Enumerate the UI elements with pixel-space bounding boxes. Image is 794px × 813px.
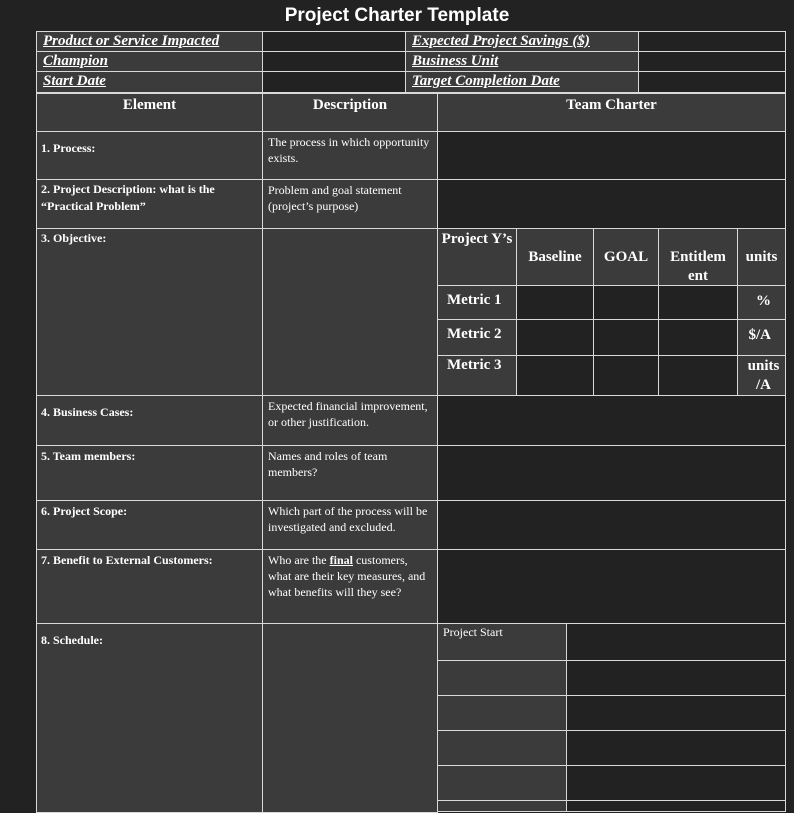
business-cases-label: 4. Business Cases: [36, 395, 263, 446]
metrics-baseline-header: Baseline [516, 228, 594, 286]
business-unit-field[interactable] [638, 51, 786, 72]
start-date-label: Start Date [36, 71, 263, 93]
metric-2-baseline-cell[interactable] [516, 319, 594, 356]
schedule-milestone-label-cell[interactable] [437, 660, 567, 696]
schedule-milestone-cell[interactable] [566, 800, 786, 812]
product-service-label: Product or Service Impacted [36, 31, 263, 52]
champion-field[interactable] [262, 51, 406, 72]
benefit-team-charter-cell[interactable] [437, 549, 786, 624]
metric-3-entitlement-cell[interactable] [658, 355, 738, 396]
product-service-field[interactable] [262, 31, 406, 52]
metric-1-unit: % [737, 285, 786, 320]
page-title: Project Charter Template [284, 5, 510, 26]
team-members-description: Names and roles of team members? [262, 445, 438, 501]
objective-description [262, 228, 438, 396]
business-cases-description: Expected financial improvement, or other justification. [262, 395, 438, 446]
metric-3-goal-cell[interactable] [593, 355, 659, 396]
benefit-external-customers-label: 7. Benefit to External Customers: [36, 549, 263, 624]
business-unit-label: Business Unit [405, 51, 639, 72]
champion-label: Champion [36, 51, 263, 72]
project-scope-description: Which part of the process will be investigated and excluded. [262, 500, 438, 550]
project-scope-label: 6. Project Scope: [36, 500, 263, 550]
start-date-field[interactable] [262, 71, 406, 93]
process-team-charter-cell[interactable] [437, 131, 786, 180]
metric-1-entitlement-cell[interactable] [658, 285, 738, 320]
metric-2-label: Metric 2 [437, 319, 517, 356]
schedule-label: 8. Schedule: [36, 623, 263, 813]
target-completion-field[interactable] [638, 71, 786, 93]
schedule-milestone-cell[interactable] [566, 730, 786, 766]
schedule-milestone-label-cell[interactable] [437, 695, 567, 731]
metrics-goal-header: GOAL [593, 228, 659, 286]
metric-3-baseline-cell[interactable] [516, 355, 594, 396]
metric-3-unit: units /A [737, 355, 786, 396]
team-members-team-charter-cell[interactable] [437, 445, 786, 501]
metric-2-goal-cell[interactable] [593, 319, 659, 356]
metric-3-label: Metric 3 [437, 355, 517, 396]
schedule-project-start-label: Project Start [437, 623, 567, 661]
schedule-milestone-cell[interactable] [566, 695, 786, 731]
expected-savings-label: Expected Project Savings ($) [405, 31, 639, 52]
business-cases-team-charter-cell[interactable] [437, 395, 786, 446]
project-description-description: Problem and goal statement (project’s purpose) [262, 179, 438, 229]
metric-2-unit: $/A [737, 319, 786, 356]
benefit-external-customers-description: Who are the final customers, what are their key measures, and what benefits will they see? [262, 549, 438, 624]
process-label: 1. Process: [36, 131, 263, 180]
project-description-team-charter-cell[interactable] [437, 179, 786, 229]
project-scope-team-charter-cell[interactable] [437, 500, 786, 550]
metrics-entitlement-header: Entitlem ent [658, 228, 738, 286]
objective-label: 3. Objective: [36, 228, 263, 396]
schedule-milestone-cell[interactable] [566, 660, 786, 696]
element-column-header: Element [36, 93, 263, 132]
description-column-header: Description [262, 93, 438, 132]
process-description: The process in which opportunity exists. [262, 131, 438, 180]
team-charter-column-header: Team Charter [437, 93, 786, 132]
metric-1-baseline-cell[interactable] [516, 285, 594, 320]
target-completion-label: Target Completion Date [405, 71, 639, 93]
schedule-milestone-label-cell[interactable] [437, 765, 567, 801]
project-description-label: 2. Project Description: what is the “Practical Problem” [36, 179, 263, 229]
schedule-milestone-label-cell[interactable] [437, 800, 567, 812]
metrics-units-header: units [737, 228, 786, 286]
expected-savings-field[interactable] [638, 31, 786, 52]
metrics-project-ys-header: Project Y’s [437, 228, 517, 286]
schedule-milestone-cell[interactable] [566, 765, 786, 801]
team-members-label: 5. Team members: [36, 445, 263, 501]
metric-1-label: Metric 1 [437, 285, 517, 320]
metric-1-goal-cell[interactable] [593, 285, 659, 320]
schedule-project-start-cell[interactable] [566, 623, 786, 661]
metric-2-entitlement-cell[interactable] [658, 319, 738, 356]
schedule-description [262, 623, 438, 813]
schedule-milestone-label-cell[interactable] [437, 730, 567, 766]
